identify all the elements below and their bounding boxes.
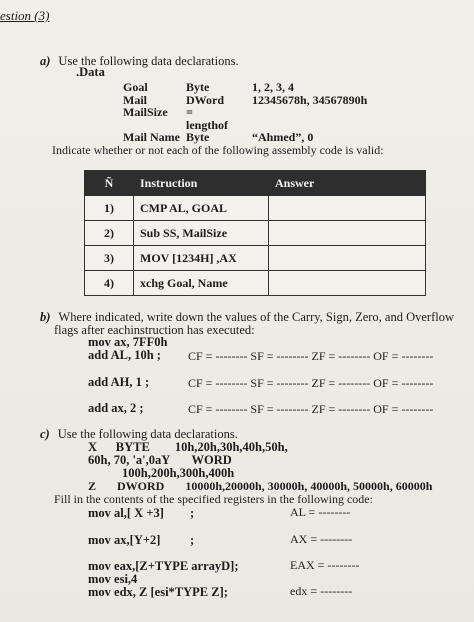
col-header-num: Ñ — [85, 171, 134, 196]
instruction-cell: MOV [1234H] ,AX — [134, 246, 269, 271]
answer-cell[interactable] — [269, 271, 426, 296]
col-header-answer: Answer — [269, 171, 426, 196]
row-number: 1) — [85, 196, 134, 221]
decl-type: Byte — [186, 80, 210, 94]
part-c-label: c) — [40, 427, 50, 441]
part-b-label: b) — [40, 310, 51, 324]
decl-value: 1, 2, 3, 4 — [252, 80, 294, 94]
decl-name: MailSize — [123, 105, 168, 119]
flags-line[interactable]: CF = -------- SF = -------- ZF = -------- OF = -------- — [188, 402, 434, 416]
table-row — [85, 221, 426, 246]
semicolon: ; — [190, 506, 195, 520]
part-a-intro — [40, 54, 239, 69]
table-row — [85, 196, 426, 221]
validity-table — [84, 170, 426, 296]
part-a-intro-text: Use the following data declarations. — [58, 54, 239, 68]
decl-value: 12345678h, 34567890h — [252, 93, 368, 107]
register-answer-edx[interactable]: edx = -------- — [290, 584, 353, 598]
decl-name: Goal — [123, 80, 148, 94]
table-row — [85, 246, 426, 271]
instruction-cell: CMP AL, GOAL — [134, 196, 269, 221]
row-number: 3) — [85, 246, 134, 271]
answer-cell[interactable] — [269, 221, 426, 246]
register-answer-ax[interactable]: AX = -------- — [290, 532, 353, 546]
register-answer-al[interactable]: AL = -------- — [290, 505, 351, 519]
data-decl-z: Z DWORD 10000h,20000h, 30000h, 40000h, 50000h, 60000h — [88, 479, 433, 493]
code-line: mov edx, Z [esi*TYPE Z]; — [88, 585, 228, 599]
flags-line[interactable]: CF = -------- SF = -------- ZF = -------- OF = -------- — [188, 349, 434, 363]
row-number: 2) — [85, 221, 134, 246]
decl-value: “Ahmed”, 0 — [252, 130, 314, 144]
part-c-fill-instruction: Fill in the contents of the specified registers in the following code: — [54, 492, 373, 506]
instruction-cell: Sub SS, MailSize — [134, 221, 269, 246]
decl-name: Mail — [123, 93, 147, 107]
code-line: mov al,[ X +3] — [88, 506, 164, 520]
answer-cell[interactable] — [269, 196, 426, 221]
decl-type: lengthof — [186, 118, 228, 132]
code-line: mov eax,[Z+TYPE arrayD]; — [88, 559, 239, 573]
code-line: mov ax, 7FF0h — [88, 335, 168, 349]
part-c-intro-text: Use the following data declarations. — [57, 427, 238, 441]
col-header-instruction: Instruction — [134, 171, 269, 196]
semicolon: ; — [190, 533, 195, 547]
part-a-question: Indicate whether or not each of the following assembly code is valid: — [52, 143, 384, 157]
decl-name: Mail Name — [123, 130, 180, 144]
answer-cell[interactable] — [269, 246, 426, 271]
question-title: estion (3) — [0, 8, 50, 23]
data-decl-x: X BYTE 10h,20h,30h,40h,50h, — [88, 440, 288, 454]
table-header-row — [85, 171, 426, 196]
flags-line[interactable]: CF = -------- SF = -------- ZF = -------- OF = -------- — [188, 376, 434, 390]
code-line: mov ax,[Y+2] — [88, 533, 161, 547]
row-number: 4) — [85, 271, 134, 296]
code-line: add AH, 1 ; — [88, 375, 150, 389]
decl-type: Byte — [186, 130, 210, 144]
instruction-cell: xchg Goal, Name — [134, 271, 269, 296]
data-directive: .Data — [76, 65, 105, 79]
part-b-intro-line1: Where indicated, write down the values of the Carry, Sign, Zero, and Overflow — [58, 310, 455, 324]
decl-type: = — [186, 105, 193, 119]
code-line: mov esi,4 — [88, 572, 138, 586]
register-answer-eax[interactable]: EAX = -------- — [290, 558, 360, 572]
part-a-label: a) — [40, 54, 51, 68]
decl-type: DWord — [186, 93, 225, 107]
table-row — [85, 271, 426, 296]
code-line: add AL, 10h ; — [88, 348, 161, 362]
data-decl-y: 60h, 70, 'a',0aY WORD — [88, 453, 232, 467]
data-decl-y-values: 100h,200h,300h,400h — [122, 466, 235, 480]
part-b-intro-line2: flags after eachinstruction has executed: — [54, 323, 255, 337]
code-line: add ax, 2 ; — [88, 401, 144, 415]
